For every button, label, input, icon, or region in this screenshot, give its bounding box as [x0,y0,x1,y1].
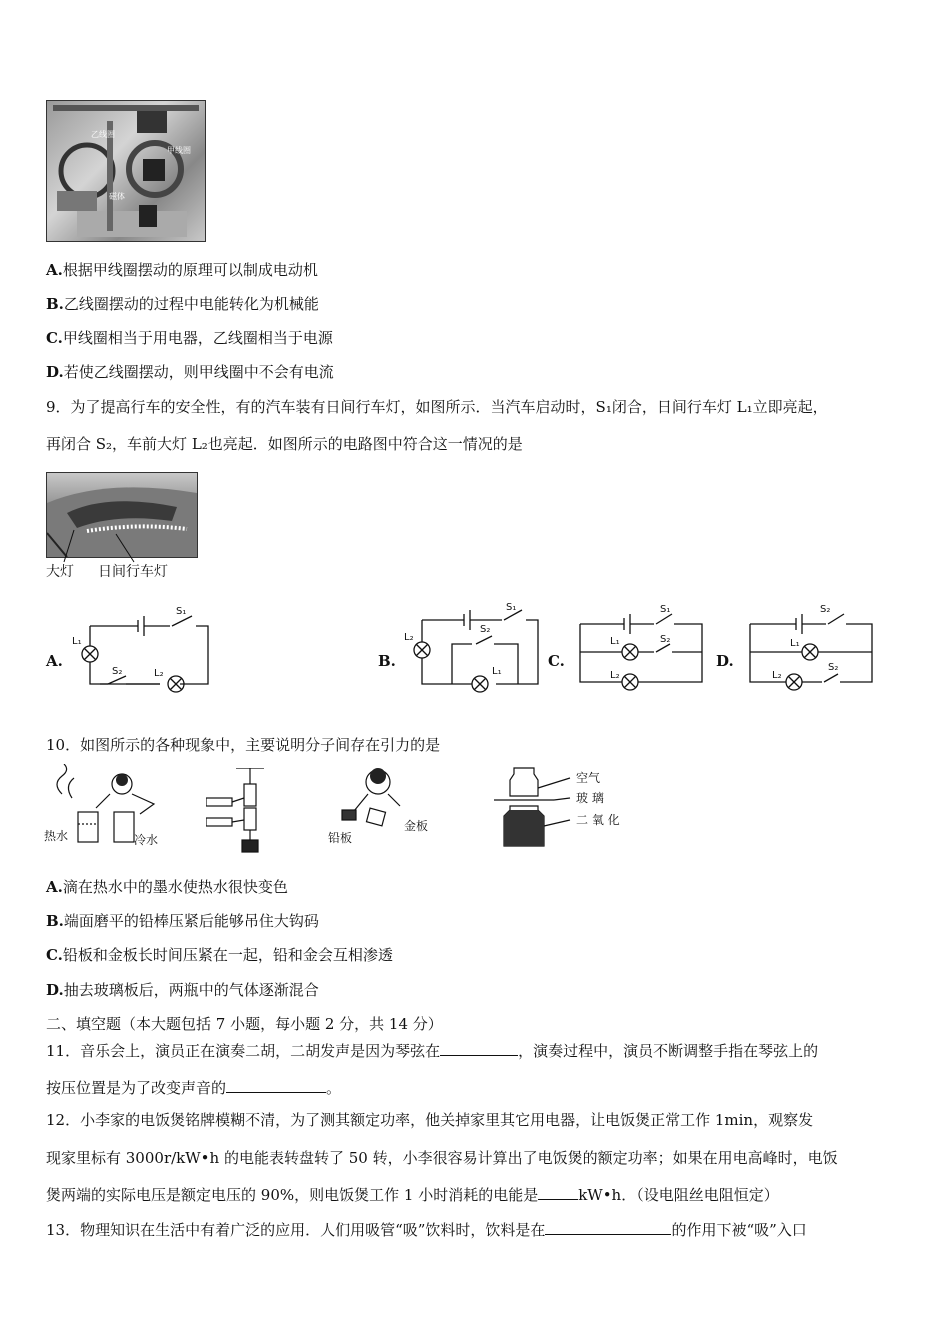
q9-stem-line1: 9．为了提高行车的安全性，有的汽车装有日间行车灯，如图所示．当汽车启动时，S₁闭合，日间行车灯 L₁立即亮起， [46,398,828,416]
q11-blank-1[interactable] [440,1040,518,1056]
section2-title: 二、填空题（本大题包括 7 小题，每小题 2 分，共 14 分） [46,1015,443,1033]
q8-option-b: B.乙线圈摆动的过程中电能转化为机械能 [46,295,319,313]
svg-text:L₂: L₂ [610,670,620,681]
q11-line2: 按压位置是为了改变声音的 。 [46,1079,342,1097]
q9-label-headlight: 大灯 [46,564,74,580]
svg-text:L₂: L₂ [772,670,782,681]
q8-option-a: A.根据甲线圈摆动的原理可以制成电动机 [46,261,318,279]
q9-option-c-label: C. [548,652,565,670]
q8-option-d: D.若使乙线圈摆动，则甲线圈中不会有电流 [46,363,334,381]
q12-line3: 煲两端的实际电压是额定电压的 90%，则电饭煲工作 1 小时消耗的电能是 kW•h．（设电阻丝电阻恒定） [46,1186,779,1204]
svg-text:L₁: L₁ [492,666,502,677]
q9-circuit-d [744,600,878,694]
svg-text:L₁: L₁ [790,638,800,649]
svg-text:金板: 金板 [404,819,429,833]
svg-text:S₂: S₂ [660,634,671,645]
q10-option-d: D.抽去玻璃板后，两瓶中的气体逐渐混合 [46,981,319,999]
q9-circuit-a [70,602,212,694]
q8-apparatus-sketch [47,101,205,241]
svg-text:冷水: 冷水 [134,833,159,847]
q11-line1: 11．音乐会上，演员正在演奏二胡，二胡发声是因为琴弦在 ，演奏过程中，演员不断调整手指在琴弦上的 [46,1042,819,1060]
svg-text:S₁: S₁ [660,604,671,615]
q12-blank[interactable] [538,1184,578,1200]
svg-text:玻 璃: 玻 璃 [576,791,604,805]
svg-text:L₁: L₁ [72,636,82,647]
svg-text:S₁: S₁ [506,602,517,613]
svg-text:S₂: S₂ [828,662,839,673]
q9-label-daytime-light: 日间行车灯 [98,564,168,580]
q12-line2: 现家里标有 3000r/kW•h 的电能表转盘转了 50 转，小李很容易计算出了电饭煲的额定功率；如果在用电高峰时，电饭 [46,1149,838,1167]
svg-text:S₂: S₂ [112,666,123,677]
q11-blank-2[interactable] [226,1077,326,1093]
q10-fig-gas-bottles [488,766,638,850]
q10-option-a: A.滴在热水中的墨水使热水很快变色 [46,878,288,896]
svg-text:空气: 空气 [576,771,601,785]
svg-text:S₂: S₂ [820,604,831,615]
q8-figure-photo [46,100,206,242]
q8-label-yi: 乙线圈 [91,130,115,139]
svg-text:S₁: S₁ [176,606,187,617]
svg-text:L₂: L₂ [154,668,164,679]
q9-option-b-label: B. [378,652,396,670]
q9-option-d-label: D. [716,652,734,670]
q10-stem: 10．如图所示的各种现象中，主要说明分子间存在引力的是 [46,736,441,754]
svg-text:二 氧 化: 二 氧 化 [576,813,620,827]
q9-circuit-c [574,600,708,694]
q10-fig-ink-diffusion [44,764,170,852]
svg-text:L₁: L₁ [610,636,620,647]
svg-text:L₂: L₂ [404,632,414,643]
q12-line1: 12．小李家的电饭煲铭牌模糊不清，为了测其额定功率，他关掉家里其它用电器，让电饭煲正常工作 1min，观察发 [46,1111,814,1129]
q9-circuit-b [400,600,544,694]
q10-fig-lead-rods [206,768,278,854]
q13-blank[interactable] [545,1219,671,1235]
q10-fig-lead-gold [328,766,438,848]
q13-line1: 13．物理知识在生活中有着广泛的应用．人们用吸管“吸”饮料时，饮料是在 的作用下被“吸”入口 [46,1221,807,1239]
q8-label-jia: 甲线圈 [167,146,191,155]
q9-option-a-label: A. [46,652,63,670]
q10-option-b: B.端面磨平的铅棒压紧后能够吊住大钩码 [46,912,319,930]
q8-label-magnet: 磁体 [109,192,125,201]
q10-option-c: C.铅板和金板长时间压紧在一起，铅和金会互相渗透 [46,946,393,964]
svg-text:铅板: 铅板 [328,831,353,845]
q8-option-c: C.甲线圈相当于用电器，乙线圈相当于电源 [46,329,333,347]
svg-text:热水: 热水 [44,829,69,843]
svg-text:S₂: S₂ [480,624,491,635]
q9-stem-line2: 再闭合 S₂，车前大灯 L₂也亮起．如图所示的电路图中符合这一情况的是 [46,435,523,453]
